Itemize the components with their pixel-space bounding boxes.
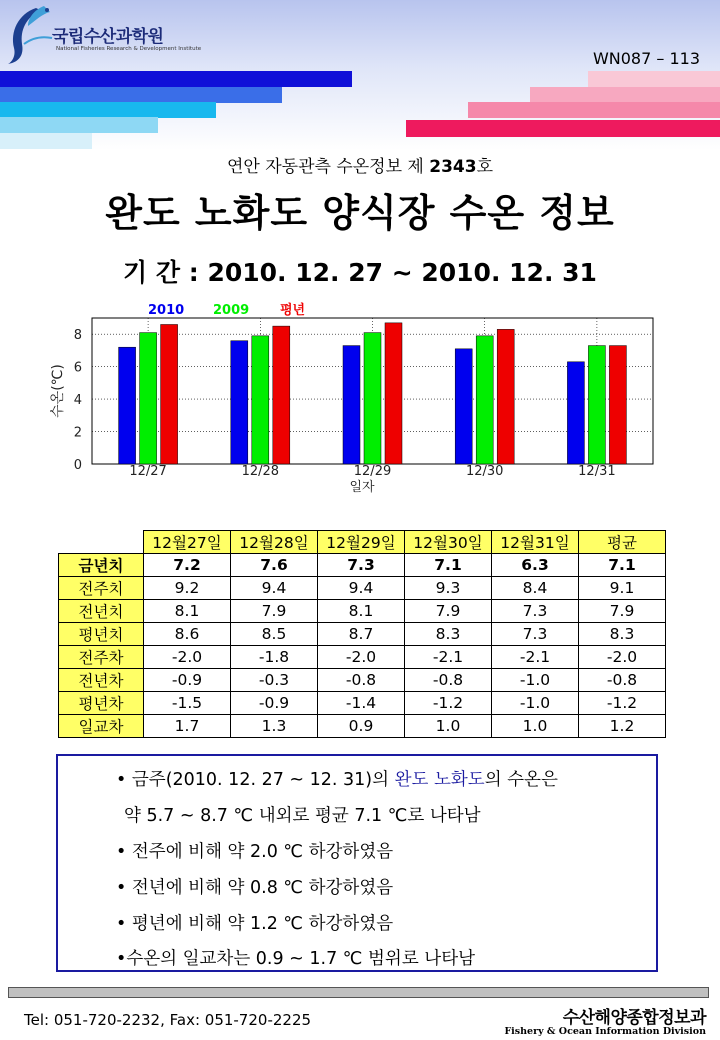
temperature-table <box>58 530 666 738</box>
table-header-cell: 12월27일 <box>144 531 231 554</box>
stripe-blue <box>0 87 282 103</box>
document-code: WN087 – 113 <box>592 49 700 68</box>
summary-line-6: •수온의 일교차는 0.9 ~ 1.7 ℃ 범위로 나타남 <box>116 949 476 969</box>
table-cell: -1.2 <box>405 692 492 715</box>
stripe-magenta <box>406 120 720 137</box>
table-cell: 8.6 <box>144 623 231 646</box>
y-tick-label: 0 <box>73 458 82 473</box>
report-period: 기 간 : 2010. 12. 27 ~ 2010. 12. 31 <box>123 258 597 287</box>
table-cell: 0.9 <box>318 715 405 738</box>
row-label: 전년차 <box>59 669 144 692</box>
table-cell: 8.5 <box>231 623 318 646</box>
table-cell: 1.0 <box>405 715 492 738</box>
table-row <box>59 669 666 692</box>
table-cell: 8.1 <box>144 600 231 623</box>
table-header-cell: 12월29일 <box>318 531 405 554</box>
x-tick-label: 12/31 <box>578 464 616 479</box>
table-row <box>59 623 666 646</box>
table-cell: -0.8 <box>579 669 666 692</box>
row-label: 평년치 <box>59 623 144 646</box>
summary-line-2: 약 5.7 ~ 8.7 ℃ 내외로 평균 7.1 ℃로 나타남 <box>124 806 481 826</box>
table-row <box>59 600 666 623</box>
table-cell: 8.3 <box>405 623 492 646</box>
row-label: 일교차 <box>59 715 144 738</box>
bar-2009 <box>252 336 269 464</box>
table-cell: 9.4 <box>231 577 318 600</box>
summary-line-3: • 전주에 비해 약 2.0 ℃ 하강하였음 <box>116 842 394 862</box>
table-row <box>59 715 666 738</box>
stripe-cyan <box>0 102 216 118</box>
stripe-light-pink <box>530 87 720 103</box>
table-cell: 1.0 <box>492 715 579 738</box>
table-cell: -0.3 <box>231 669 318 692</box>
table-cell: -0.9 <box>231 692 318 715</box>
row-label: 금년치 <box>59 554 144 577</box>
legend-normal: 평년 <box>280 303 306 318</box>
table-cell: 1.2 <box>579 715 666 738</box>
table-header-cell: 12월31일 <box>492 531 579 554</box>
y-tick-label: 6 <box>73 360 82 376</box>
bar-평년 <box>609 346 626 464</box>
page-title: 완도 노화도 양식장 수온 정보 <box>105 191 615 235</box>
division-english-name: Fishery & Ocean Information Division <box>504 1026 706 1037</box>
bar-평년 <box>161 324 178 464</box>
table-cell: 7.6 <box>231 554 318 577</box>
table-cell: -1.5 <box>144 692 231 715</box>
bar-2009 <box>364 333 381 464</box>
table-header-cell: 평균 <box>579 531 666 554</box>
table-cell: -2.0 <box>579 646 666 669</box>
table-corner <box>59 531 144 554</box>
table-cell: 9.1 <box>579 577 666 600</box>
table-cell: 7.9 <box>579 600 666 623</box>
row-label: 평년차 <box>59 692 144 715</box>
table-cell: -1.0 <box>492 669 579 692</box>
table-cell: -0.8 <box>318 669 405 692</box>
bar-2010 <box>567 362 584 464</box>
row-label: 전년치 <box>59 600 144 623</box>
bar-2010 <box>231 341 248 464</box>
y-tick-label: 4 <box>73 393 82 409</box>
y-tick-label: 2 <box>73 425 82 441</box>
table-cell: 1.3 <box>231 715 318 738</box>
bar-2010 <box>119 347 136 464</box>
summary-line-1: • 금주(2010. 12. 27 ~ 12. 31)의 완도 노화도의 수온은 <box>116 770 558 790</box>
report-subtitle: 연안 자동관측 수온정보 제 2343호 <box>226 157 494 177</box>
table-cell: 9.2 <box>144 577 231 600</box>
stripe-light-cyan <box>0 117 158 133</box>
table-row <box>59 577 666 600</box>
table-cell: 7.9 <box>231 600 318 623</box>
table-cell: -1.0 <box>492 692 579 715</box>
stripe-blue-dark <box>0 71 352 87</box>
table-cell: 9.4 <box>318 577 405 600</box>
table-header-cell: 12월28일 <box>231 531 318 554</box>
bar-2010 <box>343 346 360 464</box>
x-axis-label: 일자 <box>349 480 375 495</box>
table-row <box>59 692 666 715</box>
table-header-row <box>59 531 666 554</box>
table-cell: -1.8 <box>231 646 318 669</box>
institute-name: 국립수산과학원 <box>52 27 164 47</box>
table-cell: 6.3 <box>492 554 579 577</box>
table-cell: -2.1 <box>405 646 492 669</box>
x-tick-label: 12/27 <box>129 464 167 479</box>
table-header-cell: 12월30일 <box>405 531 492 554</box>
legend-2010: 2010 <box>148 303 185 318</box>
legend-2009: 2009 <box>213 303 250 318</box>
table-cell: 7.3 <box>318 554 405 577</box>
table-cell: -0.9 <box>144 669 231 692</box>
row-label: 전주차 <box>59 646 144 669</box>
stripe-pink <box>468 102 720 118</box>
table-cell: 7.3 <box>492 600 579 623</box>
x-tick-label: 12/30 <box>465 464 504 479</box>
table-cell: 1.7 <box>144 715 231 738</box>
summary-line-4: • 전년에 비해 약 0.8 ℃ 하강하였음 <box>116 878 394 898</box>
bar-2009 <box>588 346 605 464</box>
stripe-pale-pink <box>588 71 720 87</box>
table-cell: -1.2 <box>579 692 666 715</box>
table-cell: -1.4 <box>318 692 405 715</box>
table-cell: 8.3 <box>579 623 666 646</box>
water-temperature-bar-chart <box>40 298 670 498</box>
bar-2009 <box>140 333 157 464</box>
table-cell: 7.3 <box>492 623 579 646</box>
y-tick-label: 8 <box>73 328 82 344</box>
table-cell: 7.1 <box>405 554 492 577</box>
table-cell: -2.0 <box>144 646 231 669</box>
table-cell: -2.0 <box>318 646 405 669</box>
stripe-pale-cyan <box>0 133 92 149</box>
row-label: 전주치 <box>59 577 144 600</box>
table-cell: -2.1 <box>492 646 579 669</box>
bar-2010 <box>455 349 472 464</box>
table-cell: 8.1 <box>318 600 405 623</box>
bar-평년 <box>497 329 514 464</box>
bar-평년 <box>385 323 402 464</box>
table-cell: 7.9 <box>405 600 492 623</box>
y-axis-label: 수온(℃) <box>50 364 66 418</box>
table-row <box>59 554 666 577</box>
table-cell: 7.1 <box>579 554 666 577</box>
bar-2009 <box>476 336 493 464</box>
x-tick-label: 12/28 <box>241 464 280 479</box>
x-tick-label: 12/29 <box>353 464 392 479</box>
table-row <box>59 646 666 669</box>
division-name: 수산해양종합정보과 <box>562 1008 706 1028</box>
table-cell: 8.7 <box>318 623 405 646</box>
table-cell: 7.2 <box>144 554 231 577</box>
table-cell: 8.4 <box>492 577 579 600</box>
contact-info: Tel: 051-720-2232, Fax: 051-720-2225 <box>24 1011 312 1029</box>
table-cell: -0.8 <box>405 669 492 692</box>
bar-평년 <box>273 326 290 464</box>
summary-box <box>56 754 658 972</box>
footer-divider <box>8 987 709 998</box>
table-cell: 9.3 <box>405 577 492 600</box>
institute-english-name: National Fisheries Research & Development Institute <box>56 46 202 52</box>
summary-line-5: • 평년에 비해 약 1.2 ℃ 하강하였음 <box>116 914 394 934</box>
